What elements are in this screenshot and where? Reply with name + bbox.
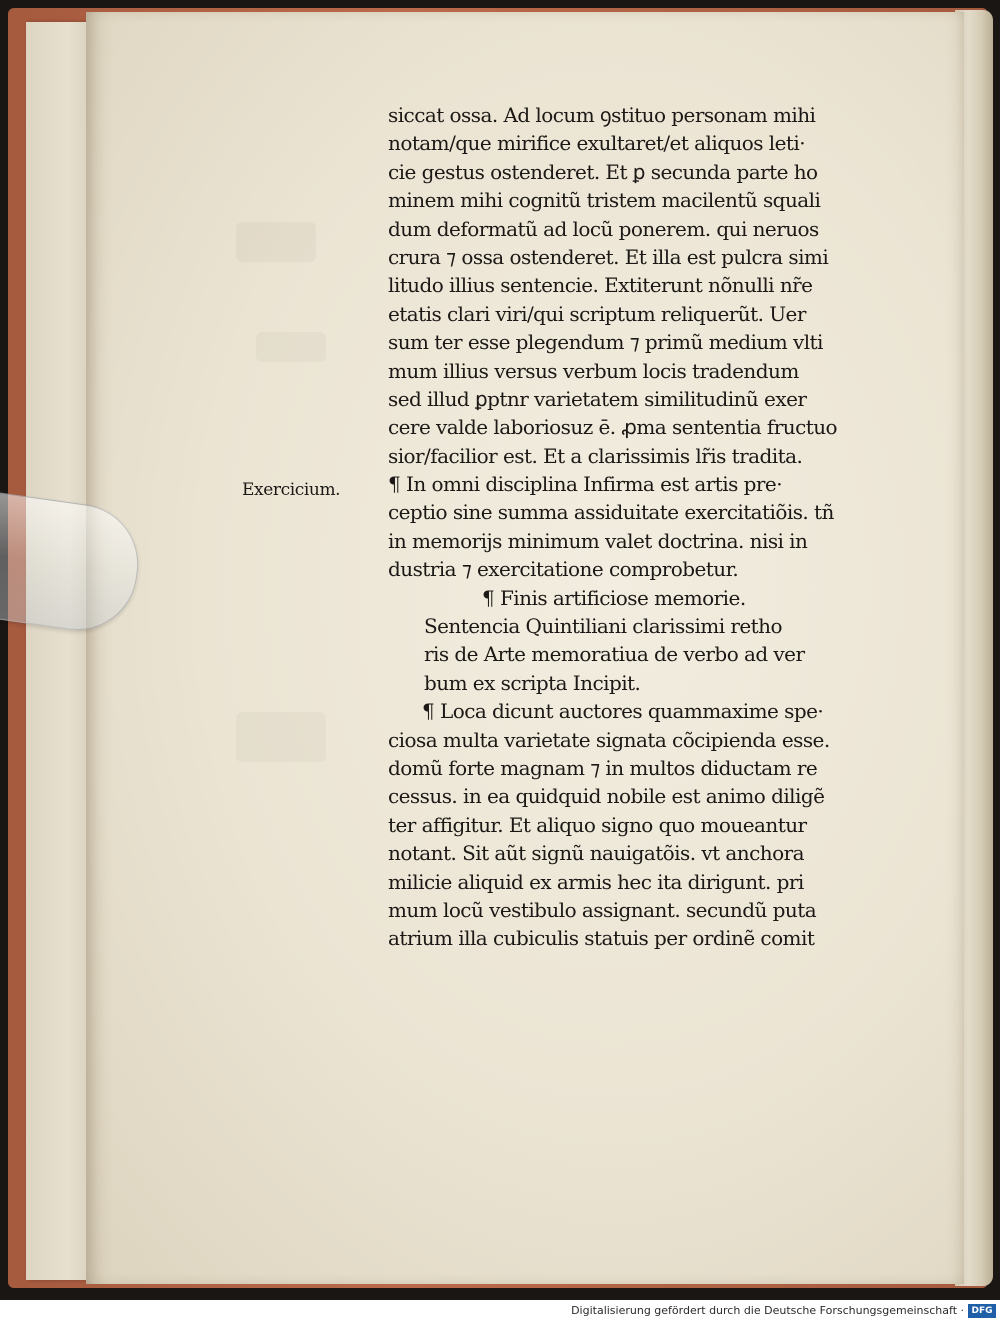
text-line: ter affigitur. Et aliquo signo quo moueantur bbox=[388, 812, 807, 837]
text-line: dustria ⁊ exercitatione comprobetur. bbox=[388, 557, 739, 582]
show-through-mark bbox=[256, 332, 326, 362]
text-line: sior/facilior est. Et a clarissimis lr̃is tradita. bbox=[388, 443, 803, 468]
text-line: ceptio sine summa assiduitate exercitatiõis. tñ bbox=[388, 500, 834, 525]
text-line: cessus. in ea quidquid nobile est animo diligẽ bbox=[388, 784, 825, 809]
text-line: litudo illius sentencie. Extiterunt nõnulli nr̃e bbox=[388, 273, 813, 298]
text-line: minem mihi cognitũ tristem macilentũ squali bbox=[388, 188, 821, 213]
text-line: sum ter esse plegendum ⁊ primũ medium vlti bbox=[388, 330, 823, 355]
funding-credit: Digitalisierung gefördert durch die Deutsche Forschungsgemeinschaft · bbox=[571, 1304, 964, 1317]
text-line: domũ forte magnam ⁊ in multos diductam re bbox=[388, 755, 818, 780]
text-line: notant. Sit aũt signũ nauigatõis. vt anchora bbox=[388, 841, 804, 866]
text-line: ¶ Finis artificiose memorie. bbox=[482, 585, 746, 610]
text-line: atrium illa cubiculis statuis per ordinẽ comit bbox=[388, 926, 815, 951]
dfg-logo-icon: DFG bbox=[968, 1304, 996, 1318]
text-line: ris de Arte memoratiua de verbo ad ver bbox=[424, 642, 805, 667]
text-line: cere valde laboriosuz ē. ꝓma sententia fructuo bbox=[388, 415, 838, 440]
text-line: dum deformatũ ad locũ ponerem. qui neruos bbox=[388, 216, 819, 241]
text-line: Sentencia Quintiliani clarissimi retho bbox=[424, 614, 782, 639]
text-line: bum ex scripta Incipit. bbox=[424, 670, 641, 695]
text-line: milicie aliquid ex armis hec ita dirigunt. pri bbox=[388, 869, 804, 894]
text-line: ciosa multa varietate signata cõcipienda esse. bbox=[388, 727, 830, 752]
text-line: notam/que mirifice exultaret/et aliquos leti· bbox=[388, 131, 806, 156]
text-line: siccat ossa. Ad locum ꝯstituo personam mihi bbox=[388, 103, 816, 127]
text-line: in memorijs minimum valet doctrina. nisi in bbox=[388, 528, 808, 553]
text-column bbox=[388, 101, 888, 953]
text-line: ¶ Loca dicunt auctores quammaxime spe· bbox=[422, 699, 824, 724]
text-line: etatis clari viri/qui scriptum reliquerũt. Uer bbox=[388, 301, 806, 326]
text-line: mum locũ vestibulo assignant. secundũ puta bbox=[388, 897, 817, 922]
marginal-note: Exercicium. bbox=[242, 480, 341, 500]
footer-bar bbox=[0, 1300, 1000, 1322]
text-line: cie gestus ostenderet. Et ꝑ secunda parte ho bbox=[388, 159, 818, 184]
text-line: mum illius versus verbum locis tradendum bbox=[388, 358, 799, 383]
text-line: sed illud ꝑptnr varietatem similitudinũ exer bbox=[388, 386, 807, 411]
text-line: crura ⁊ ossa ostenderet. Et illa est pulcra simi bbox=[388, 244, 829, 269]
show-through-mark bbox=[236, 222, 316, 262]
text-line: ¶ In omni disciplina Infirma est artis pre· bbox=[388, 472, 783, 497]
show-through-mark bbox=[236, 712, 326, 762]
